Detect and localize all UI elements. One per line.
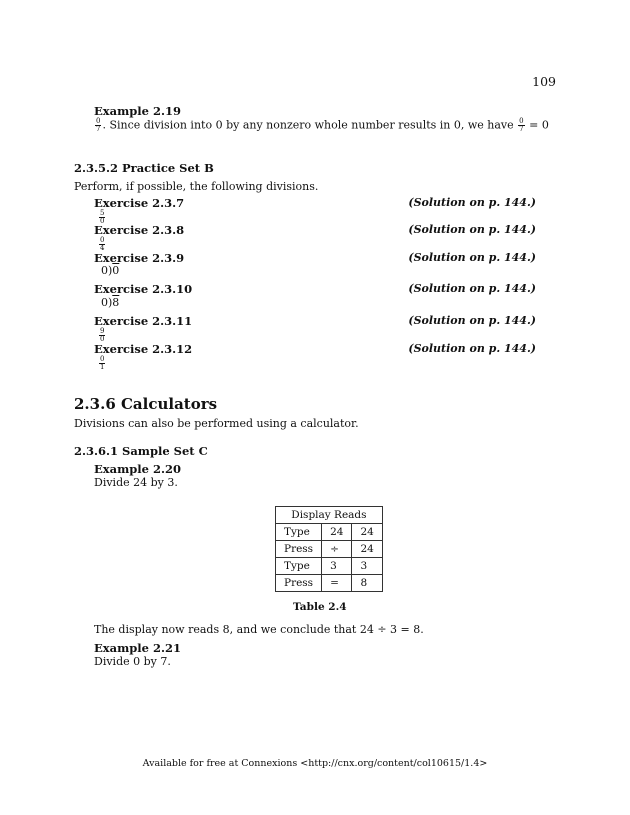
conclusion-text: The display now reads 8, and we conclude that 24 ÷ 3 = 8. [94,623,424,636]
exercise-title: Exercise 2.3.8 [94,223,185,237]
table-cell: Type [276,524,322,541]
solution-link[interactable]: (Solution on p. 144.) [408,282,536,295]
exercise-title: Exercise 2.3.11 [94,314,193,328]
exercise-title: Exercise 2.3.7 [94,196,185,210]
solution-link[interactable]: (Solution on p. 144.) [408,196,536,209]
exercise-fraction: $\frac{0}{4}$ [100,236,105,252]
calculators-intro: Divisions can also be performed using a calculator. [74,417,359,430]
table-cell: Press [276,541,322,558]
fraction: $\frac{0}{7}$ [96,117,101,133]
exercise-title: Exercise 2.3.10 [94,282,193,296]
example-2-19-body [94,118,549,133]
table-cell: 24 [352,524,382,541]
long-division: 0)0 [101,264,120,277]
table-cell: 24 [322,524,352,541]
table-row [276,575,383,592]
table-row [276,541,383,558]
example-2-21-title: Example 2.21 [94,641,181,655]
example-2-19-text: . Since division into 0 by any nonzero whole number results in 0, we have [102,118,514,132]
calculator-table [275,506,383,592]
exercise-fraction: $\frac{5}{0}$ [100,209,105,225]
example-2-20-text: Divide 24 by 3. [94,476,178,489]
long-division: 0)8 [101,296,120,309]
solution-link[interactable]: (Solution on p. 144.) [408,223,536,236]
page-number: 109 [532,74,556,89]
table-header-row [276,507,383,524]
solution-link[interactable]: (Solution on p. 144.) [408,342,536,355]
example-2-21-text: Divide 0 by 7. [94,655,171,668]
table-cell: 3 [322,558,352,575]
table-row [276,524,383,541]
exercise-title: Exercise 2.3.9 [94,251,185,265]
solution-link[interactable]: (Solution on p. 144.) [408,251,536,264]
table-header: Display Reads [276,507,383,524]
footer: Available for free at Connexions <http://cnx.org/content/col10615/1.4> [142,758,488,769]
practice-set-b-intro: Perform, if possible, the following divisions. [74,180,319,193]
table-cell: 8 [352,575,382,592]
example-2-20-title: Example 2.20 [94,462,181,476]
table-cell: ÷ [322,541,352,558]
example-2-19-title: Example 2.19 [94,104,181,118]
table-row [276,558,383,575]
solution-link[interactable]: (Solution on p. 144.) [408,314,536,327]
practice-set-b-heading: 2.3.5.2 Practice Set B [74,161,214,175]
example-2-19-result: = 0 [529,118,549,132]
calculators-heading: 2.3.6 Calculators [74,395,218,413]
table-cell: Type [276,558,322,575]
table-caption: Table 2.4 [293,601,347,613]
table-cell: Press [276,575,322,592]
table-cell: 3 [352,558,382,575]
exercise-title: Exercise 2.3.12 [94,342,193,356]
exercise-fraction: $\frac{0}{1}$ [100,355,105,371]
calculator-table-wrapper [275,506,383,592]
fraction: $\frac{0}{7}$ [519,117,524,133]
table-cell: 24 [352,541,382,558]
exercise-fraction: $\frac{9}{0}$ [100,327,105,343]
sample-set-c-heading: 2.3.6.1 Sample Set C [74,444,208,458]
table-cell: = [322,575,352,592]
